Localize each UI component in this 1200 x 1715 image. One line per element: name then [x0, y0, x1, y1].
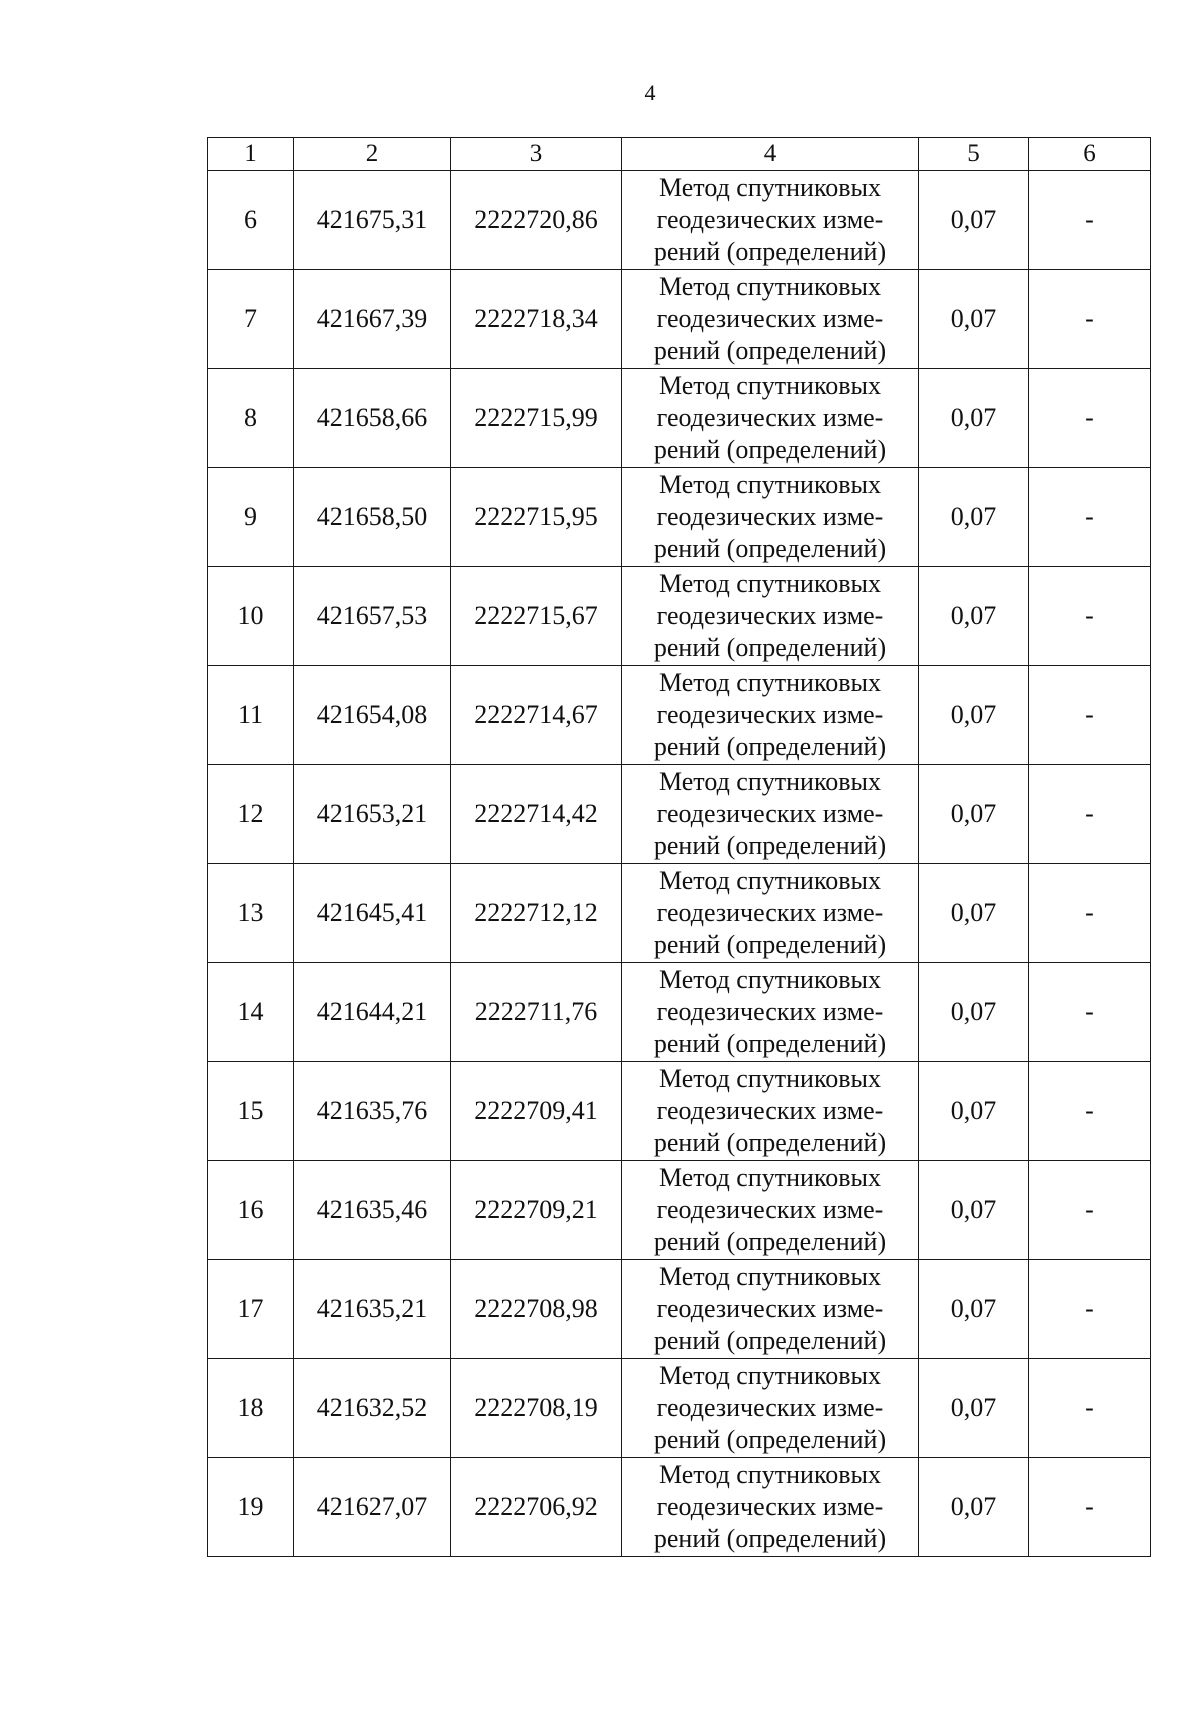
point-number-cell: 17: [208, 1260, 294, 1359]
y-coordinate-cell: 2222712,12: [451, 864, 622, 963]
accuracy-cell: 0,07: [919, 567, 1029, 666]
method-line: геодезических изме-: [656, 1492, 884, 1521]
extra-cell: -: [1029, 1260, 1151, 1359]
method-line: геодезических изме-: [656, 502, 884, 531]
method-line: геодезических изме-: [656, 997, 884, 1026]
extra-cell: -: [1029, 1062, 1151, 1161]
method-line: Метод спутниковых: [658, 1460, 881, 1489]
y-coordinate-cell: 2222715,95: [451, 468, 622, 567]
x-coordinate-cell: 421653,21: [294, 765, 451, 864]
method-line: геодезических изме-: [656, 403, 884, 432]
method-line: рений (определений): [653, 435, 887, 464]
method-line: Метод спутниковых: [658, 272, 881, 301]
y-coordinate-cell: 2222708,98: [451, 1260, 622, 1359]
accuracy-cell: 0,07: [919, 864, 1029, 963]
y-coordinate-cell: 2222706,92: [451, 1458, 622, 1557]
method-cell: [622, 369, 919, 468]
y-coordinate-cell: 2222714,67: [451, 666, 622, 765]
extra-cell: -: [1029, 1458, 1151, 1557]
method-line: Метод спутниковых: [658, 965, 881, 994]
method-line: рений (определений): [653, 831, 887, 860]
y-coordinate-cell: 2222709,41: [451, 1062, 622, 1161]
table-row: [208, 567, 1151, 666]
table-row: [208, 1359, 1151, 1458]
accuracy-cell: 0,07: [919, 1062, 1029, 1161]
table-row: [208, 666, 1151, 765]
y-coordinate-cell: 2222708,19: [451, 1359, 622, 1458]
extra-cell: -: [1029, 864, 1151, 963]
extra-cell: -: [1029, 666, 1151, 765]
table-row: [208, 270, 1151, 369]
method-line: Метод спутниковых: [658, 1262, 881, 1291]
table-header-row: [208, 138, 1151, 171]
y-coordinate-cell: 2222711,76: [451, 963, 622, 1062]
method-line: рений (определений): [653, 237, 887, 266]
method-line: геодезических изме-: [656, 898, 884, 927]
method-line: рений (определений): [653, 930, 887, 959]
extra-cell: -: [1029, 1359, 1151, 1458]
point-number-cell: 10: [208, 567, 294, 666]
accuracy-cell: 0,07: [919, 1161, 1029, 1260]
y-coordinate-cell: 2222715,99: [451, 369, 622, 468]
method-line: геодезических изме-: [656, 799, 884, 828]
header-cell-4: 4: [622, 138, 919, 171]
method-line: рений (определений): [653, 633, 887, 662]
method-cell: [622, 171, 919, 270]
method-line: рений (определений): [653, 1425, 887, 1454]
method-cell: [622, 1062, 919, 1161]
table-row: [208, 1062, 1151, 1161]
method-line: рений (определений): [653, 1326, 887, 1355]
method-cell: [622, 567, 919, 666]
method-line: геодезических изме-: [656, 700, 884, 729]
method-cell: [622, 765, 919, 864]
accuracy-cell: 0,07: [919, 1359, 1029, 1458]
point-number-cell: 8: [208, 369, 294, 468]
extra-cell: -: [1029, 567, 1151, 666]
method-cell: [622, 1161, 919, 1260]
x-coordinate-cell: 421635,21: [294, 1260, 451, 1359]
method-line: геодезических изме-: [656, 205, 884, 234]
point-number-cell: 7: [208, 270, 294, 369]
point-number-cell: 15: [208, 1062, 294, 1161]
header-cell-6: 6: [1029, 138, 1151, 171]
table-row: [208, 468, 1151, 567]
method-line: рений (определений): [653, 732, 887, 761]
point-number-cell: 12: [208, 765, 294, 864]
x-coordinate-cell: 421658,50: [294, 468, 451, 567]
method-cell: [622, 864, 919, 963]
extra-cell: -: [1029, 1161, 1151, 1260]
extra-cell: -: [1029, 765, 1151, 864]
x-coordinate-cell: 421657,53: [294, 567, 451, 666]
accuracy-cell: 0,07: [919, 270, 1029, 369]
accuracy-cell: 0,07: [919, 666, 1029, 765]
table-row: [208, 171, 1151, 270]
x-coordinate-cell: 421675,31: [294, 171, 451, 270]
accuracy-cell: 0,07: [919, 1458, 1029, 1557]
method-line: рений (определений): [653, 1227, 887, 1256]
method-cell: [622, 1260, 919, 1359]
y-coordinate-cell: 2222720,86: [451, 171, 622, 270]
method-line: Метод спутниковых: [658, 767, 881, 796]
table-body: [208, 171, 1151, 1557]
method-cell: [622, 1359, 919, 1458]
method-line: геодезических изме-: [656, 304, 884, 333]
table-row: [208, 864, 1151, 963]
method-line: Метод спутниковых: [658, 1064, 881, 1093]
y-coordinate-cell: 2222718,34: [451, 270, 622, 369]
method-line: Метод спутниковых: [658, 866, 881, 895]
method-cell: [622, 270, 919, 369]
point-number-cell: 11: [208, 666, 294, 765]
method-line: Метод спутниковых: [658, 173, 881, 202]
point-number-cell: 9: [208, 468, 294, 567]
coordinates-table: [207, 137, 1151, 1557]
table-row: [208, 1458, 1151, 1557]
header-cell-3: 3: [451, 138, 622, 171]
method-line: Метод спутниковых: [658, 1361, 881, 1390]
header-cell-2: 2: [294, 138, 451, 171]
method-line: Метод спутниковых: [658, 569, 881, 598]
x-coordinate-cell: 421635,46: [294, 1161, 451, 1260]
x-coordinate-cell: 421645,41: [294, 864, 451, 963]
y-coordinate-cell: 2222709,21: [451, 1161, 622, 1260]
table-row: [208, 1260, 1151, 1359]
method-cell: [622, 963, 919, 1062]
method-line: Метод спутниковых: [658, 470, 881, 499]
accuracy-cell: 0,07: [919, 468, 1029, 567]
method-line: рений (определений): [653, 336, 887, 365]
page-number: 4: [644, 80, 656, 105]
method-line: рений (определений): [653, 1524, 887, 1553]
point-number-cell: 18: [208, 1359, 294, 1458]
method-line: геодезических изме-: [656, 1195, 884, 1224]
method-line: Метод спутниковых: [658, 371, 881, 400]
accuracy-cell: 0,07: [919, 369, 1029, 468]
accuracy-cell: 0,07: [919, 765, 1029, 864]
x-coordinate-cell: 421627,07: [294, 1458, 451, 1557]
method-line: геодезических изме-: [656, 1294, 884, 1323]
table-row: [208, 765, 1151, 864]
table-row: [208, 369, 1151, 468]
header-cell-5: 5: [919, 138, 1029, 171]
extra-cell: -: [1029, 369, 1151, 468]
method-line: геодезических изме-: [656, 1096, 884, 1125]
extra-cell: -: [1029, 963, 1151, 1062]
table-row: [208, 1161, 1151, 1260]
extra-cell: -: [1029, 270, 1151, 369]
table-row: [208, 963, 1151, 1062]
point-number-cell: 16: [208, 1161, 294, 1260]
x-coordinate-cell: 421632,52: [294, 1359, 451, 1458]
extra-cell: -: [1029, 171, 1151, 270]
x-coordinate-cell: 421658,66: [294, 369, 451, 468]
method-line: рений (определений): [653, 534, 887, 563]
method-cell: [622, 666, 919, 765]
accuracy-cell: 0,07: [919, 171, 1029, 270]
x-coordinate-cell: 421644,21: [294, 963, 451, 1062]
x-coordinate-cell: 421667,39: [294, 270, 451, 369]
point-number-cell: 13: [208, 864, 294, 963]
y-coordinate-cell: 2222714,42: [451, 765, 622, 864]
method-line: Метод спутниковых: [658, 1163, 881, 1192]
y-coordinate-cell: 2222715,67: [451, 567, 622, 666]
point-number-cell: 6: [208, 171, 294, 270]
method-line: рений (определений): [653, 1029, 887, 1058]
method-line: рений (определений): [653, 1128, 887, 1157]
method-cell: [622, 468, 919, 567]
method-line: геодезических изме-: [656, 1393, 884, 1422]
x-coordinate-cell: 421654,08: [294, 666, 451, 765]
method-line: геодезических изме-: [656, 601, 884, 630]
extra-cell: -: [1029, 468, 1151, 567]
accuracy-cell: 0,07: [919, 963, 1029, 1062]
point-number-cell: 19: [208, 1458, 294, 1557]
x-coordinate-cell: 421635,76: [294, 1062, 451, 1161]
point-number-cell: 14: [208, 963, 294, 1062]
header-cell-1: 1: [208, 138, 294, 171]
accuracy-cell: 0,07: [919, 1260, 1029, 1359]
method-cell: [622, 1458, 919, 1557]
method-line: Метод спутниковых: [658, 668, 881, 697]
